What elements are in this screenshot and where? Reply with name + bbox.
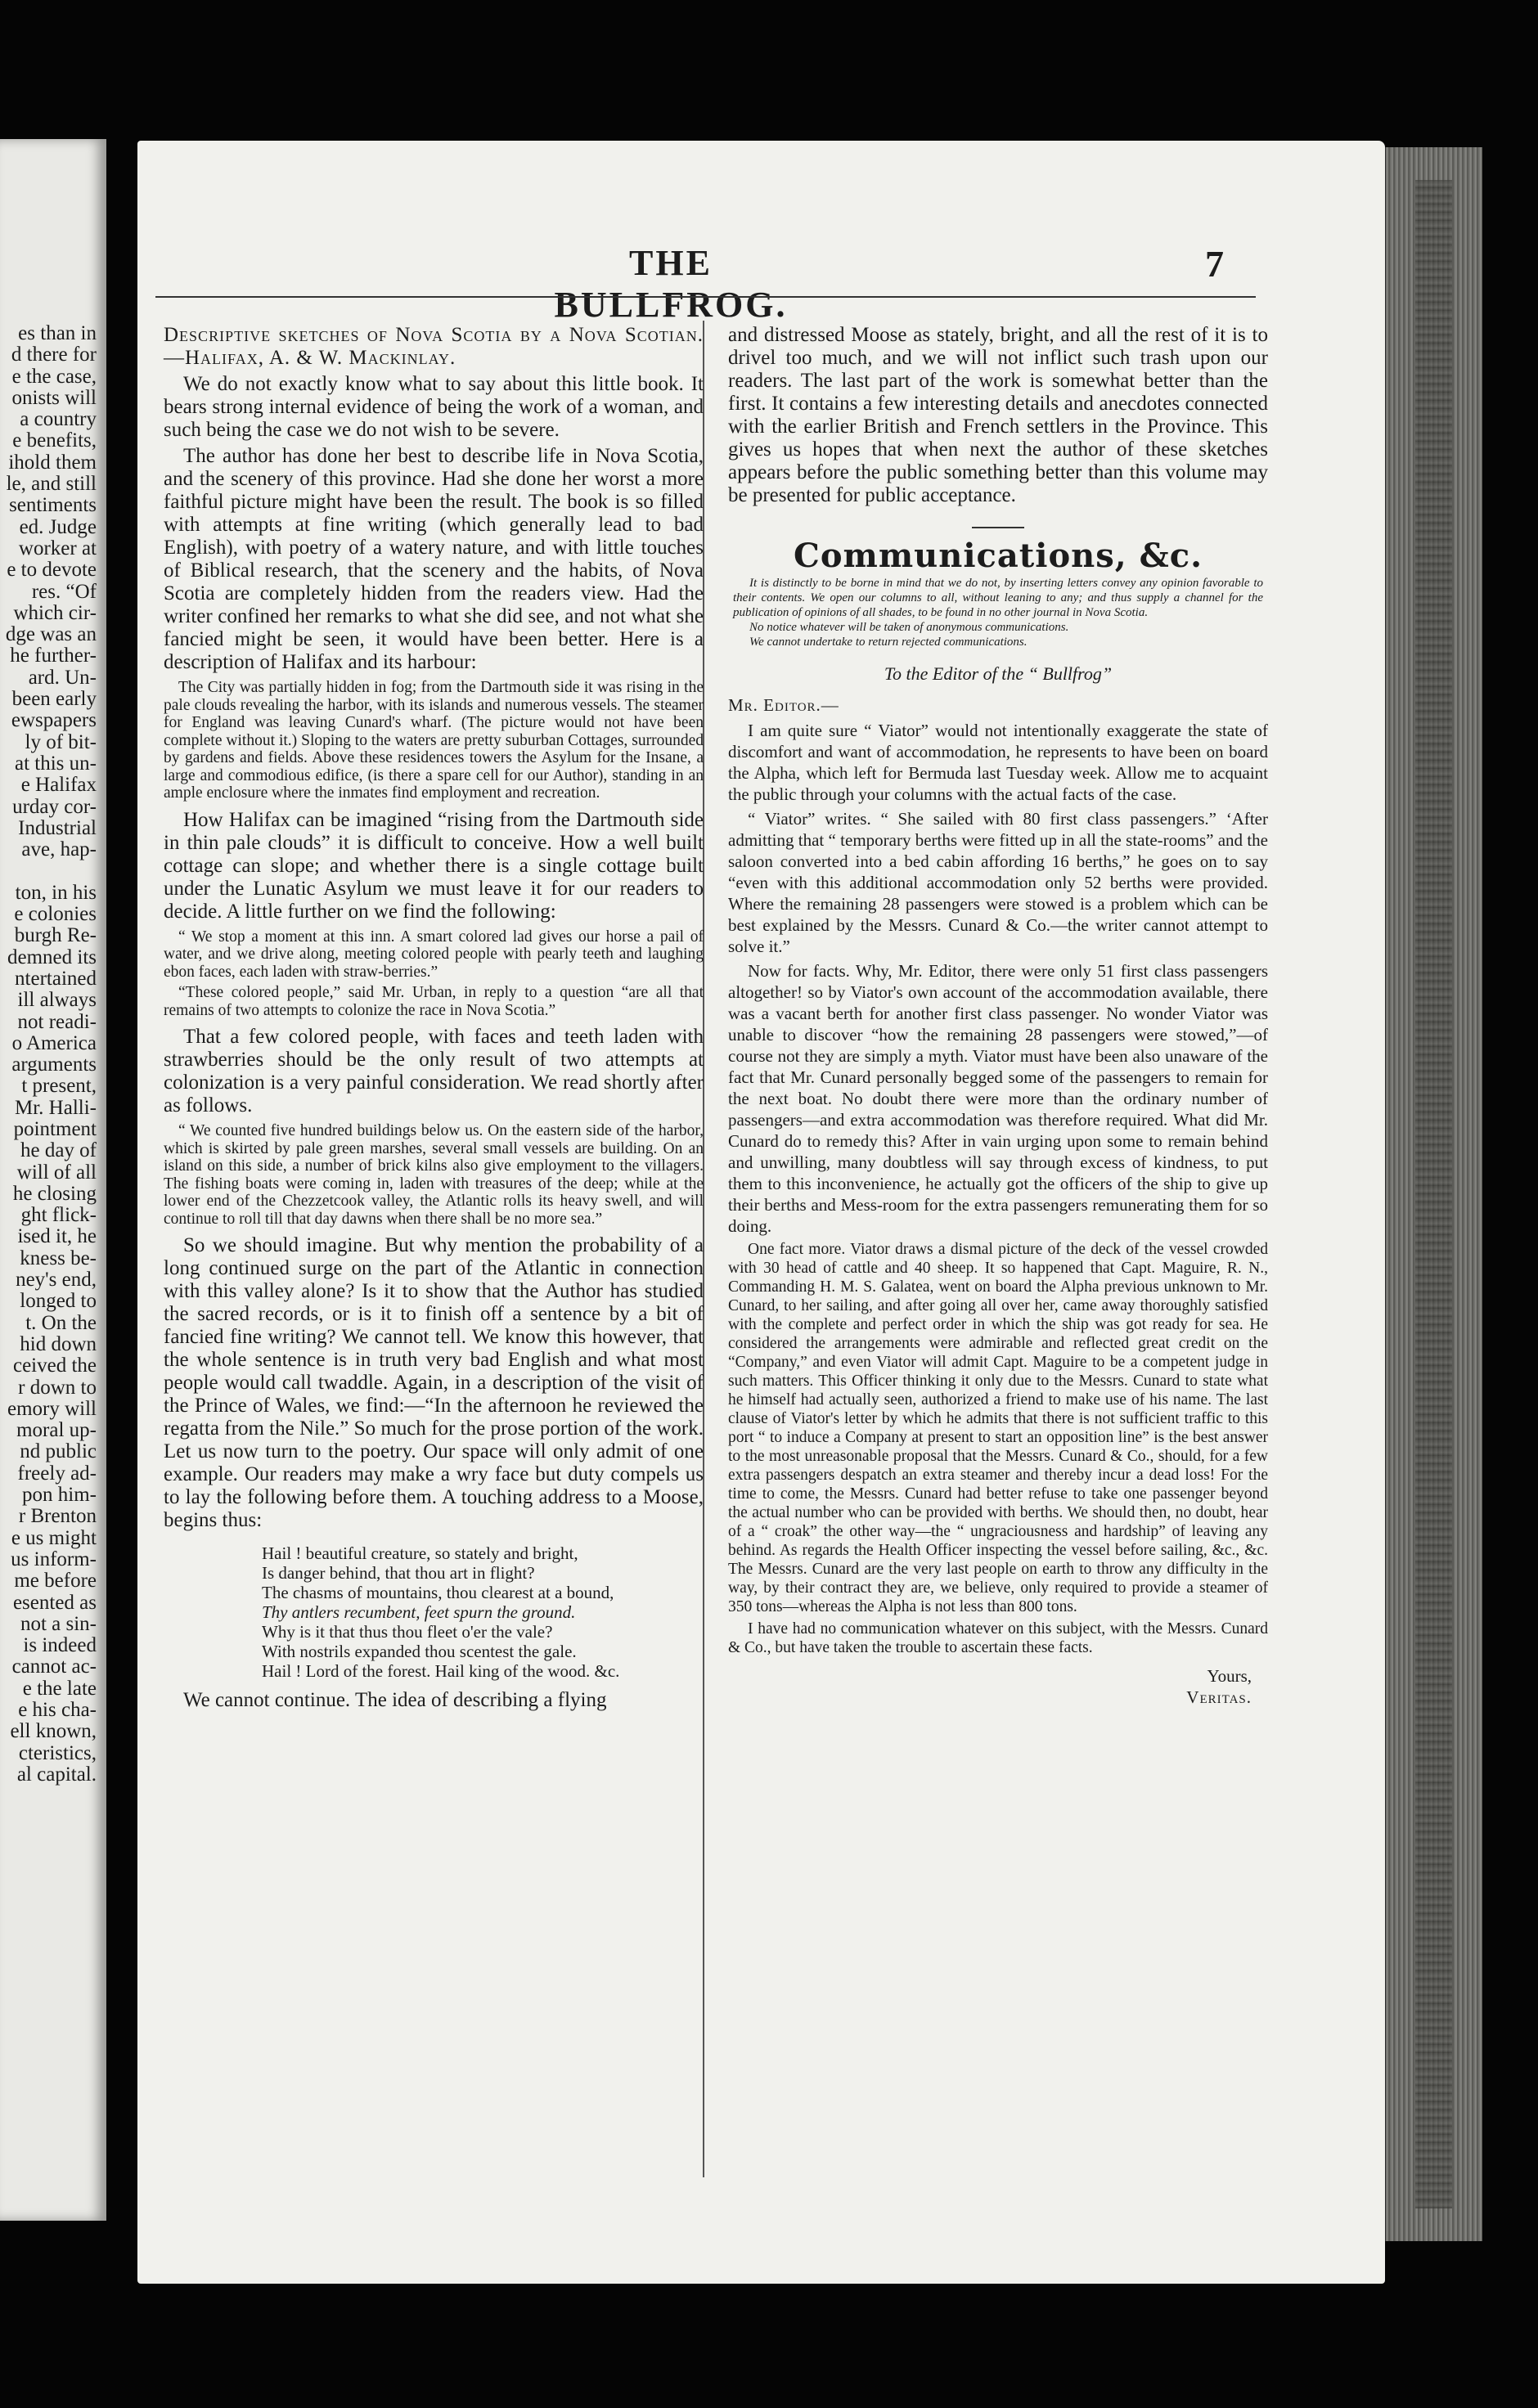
facing-page-line: is indeed [23,1635,97,1657]
facing-page-text [0,323,97,1786]
poem-line: Thy antlers recumbent, feet spurn the ground. [262,1602,576,1622]
running-head-title: THE BULLFROG. [554,243,788,325]
letter-signoff [728,1665,1268,1708]
facing-page-line: me before [14,1570,97,1593]
facing-page-line: t present, [21,1076,97,1098]
section-divider [972,527,1024,528]
review-continued-paragraph: and distressed Moose as stately, bright, and all the rest of it is to drivel too much, and we will not inflict such trash upon our readers. The last part of the work is somewhat better than the first. It contains a few interesting details and anecdotes connected with the earlier British and French settlers in the Province. This gives us hopes that when next the author of these sketches appears before the public something better than this volume may be presented for public acceptance. [728,324,1268,506]
page-number: 7 [1205,243,1224,285]
letter-body [728,720,1268,1657]
facing-page-line: ed. Judge [19,516,97,538]
facing-page-line: ney's end, [16,1269,97,1292]
facing-page-line: hid down [20,1333,97,1355]
facing-page-line: emory will [7,1398,97,1420]
facing-page-line: esented as [12,1592,97,1614]
letter-paragraph: Now for facts. Why, Mr. Editor, there were only 51 first class passengers altogether! so by Viator's own account of the accommodation available, there was a vacant berth for another first class passenger. No wonder Viator was unable to discover “how the remaining 28 passengers were stowed,”—of course not they are simply a myth. Viator must have been also unaware of the fact that Mr. Cunard personally begged some of the passengers to remain for the next boat. No doubt there were more than the ordinary number of passengers—and extra accommodation was therefore required. What did Mr. Cunard do to remedy this? After in vain urging upon some to remain behind and unwilling, many doubtless will say through excess of kindness, to put them to this inconvenience, he actually got the officers of the ship to give up their berths and Mess-room for the extra passengers remunerating them for so doing. [728,961,1268,1236]
facing-page-line: le, and still [6,474,97,496]
facing-page-line: e benefits, [12,430,97,452]
notice-line: No notice whatever will be taken of anonymous communications. [749,621,1069,634]
facing-page-line: e the late [22,1678,97,1700]
facing-page-line: r down to [18,1377,97,1399]
facing-page-line: ihold them [8,452,97,474]
facing-page-line: urday cor- [12,796,97,818]
facing-page-line: cteristics, [18,1742,97,1764]
facing-page-line: ght flick- [20,1205,97,1227]
letter-paragraph: I am quite sure “ Viator” would not intentionally exaggerate the state of discomfort and want of accommodation, he represents to have been on board the Alpha, which left for Bermuda last Tuesday week. Allow me to acquaint the public through your columns with the actual facts of the case. [728,721,1268,804]
facing-page-line: pointment [13,1118,97,1140]
facing-page-line: ave, hap- [21,839,97,861]
moose-poem [262,1543,704,1681]
poem-line: Why is it that thus thou fleet o'er the vale? [262,1622,553,1642]
facing-page-line: e the case, [11,366,97,388]
facing-page-line: Mr. Halli- [15,1097,97,1119]
quote-harbor-buildings [164,1122,704,1228]
poem-line: With nostrils expanded thou scentest the gale. [262,1642,577,1661]
left-column [164,324,704,1715]
review-paragraph-4: That a few colored people, with faces and teeth laden with strawberries should be the only result of two attempts at colonization is a very painful consideration. We read shortly after as follows. [164,1026,704,1116]
facing-page-line [0,860,97,882]
notice-line: We cannot undertake to return rejected communications. [749,636,1028,649]
facing-page-line: will of all [16,1161,97,1184]
facing-page-line: o America [11,1032,97,1054]
facing-page-line: e his cha- [18,1700,97,1721]
letter-paragraph: I have had no communication whatever on this subject, with the Messrs. Cunard & Co., but have taken the trouble to ascertain these facts. [728,1620,1268,1656]
facing-page-line: he further- [10,645,97,667]
letter-paragraph: One fact more. Viator draws a dismal picture of the deck of the vessel crowded with 30 head of cattle and 40 sheep. It so happened that Capt. Maguire, R. N., Commanding H. M. S. Galatea, went on board the Alpha previous unknown to Mr. Cunard, to her sailing, and after going all over her, came away thoroughly satisfied with the complete and perfect order in which the ship was got ready for sea. He considered the arrangements were admirable and reflected great credit on the “Company,” and even Viator will admit Capt. Maguire to be a competent judge in such matters. This Officer thinking it only due to the Messrs. Cunard to state what he himself had actually seen, authorized a friend to make use of his name. The last clause of Viator's letter by which he admits that there is not sufficient traffic to this port “ to induce a Company at present to start an opposition line” is the best answer to the most unreasonable proposal that the Messrs. Cunard & Co., should, for a few extra passengers despatch an extra steamer and thereby incur a dead loss! For the time to come, the Messrs. Cunard had better refuse to take one passenger beyond the actual number who can be provided with berths. We should then, no doubt, hear of a “ croak” the other way—the “ ungraciousness and hardship” of leaving any behind. As regards the Health Officer inspecting the vessel before sailing, &c., &c. The Messrs. Cunard are the very last people on earth to throw any difficulty in the way, by their contract they are, we believe, only required to provide a steamer of 350 tons—whereas the Alpha is not less than 800 tons. [728,1241,1268,1615]
facing-page-line: e us might [11,1527,97,1549]
quote-paragraph: “These colored people,” said Mr. Urban, in reply to a question “are all that remains of two attempts to colonize the race in Nova Scotia.” [164,984,704,1019]
facing-page-line: moral up- [16,1420,97,1442]
quote-paragraph: “ We stop a moment at this inn. A smart colored lad gives our horse a pail of water, and we drive along, meeting colored people with pearly teeth and laughing ebon faces, each laden with straw-berries.” [164,928,704,981]
facing-page-line: demned its [7,946,97,968]
review-paragraph-5: So we should imagine. But why mention the probability of a long continued surge on the part of the Atlantic in connection with this valley alone? Is it to show that the Author has studied the sacred records, or is it to finish off a sentence by a bit of fancied fine writing? We cannot tell. We know this however, that the whole sentence is in truth very bad English and what most people would call twaddle. Again, in a description of the visit of the Prince of Wales, we find:—“In the afternoon he reviewed the regatta from the Nile.” So much for the prose portion of the work. Let us now turn to the poetry. Our space will only admit of one example. Our readers may make a wry face but duty compels us to lay the following before them. A touching address to a Moose, begins thus: [164,1234,704,1531]
right-column [728,324,1268,1708]
facing-page-line: he closing [12,1183,97,1205]
review-paragraph-3: How Halifax can be imagined “rising from the Dartmouth side in thin pale clouds” it is difficult to conceive. How a well built cottage can slope; and whether there is a single cottage built under the Lunatic Asylum we must leave it for our readers to decide. A little further on we find the following: [164,808,704,923]
facing-page-line: ceived the [12,1355,97,1377]
facing-page-line: onists will [11,387,97,409]
facing-page-line: worker at [18,537,97,559]
review-heading: Descriptive sketches of Nova Scotia by a Nova Scotian.—Halifax, A. & W. Mackinlay. [164,324,704,369]
facing-page-line: which cir- [13,602,97,624]
facing-page-line: not readi- [17,1011,97,1033]
letter-closing: Yours, [1207,1666,1252,1686]
letter-salutation: Mr. Editor.— [728,695,839,715]
facing-page-line: pon him- [22,1485,97,1507]
facing-page-line: e colonies [14,904,97,926]
facing-page-line: ard. Un- [28,667,97,689]
header-rule [155,296,1256,298]
facing-page-line: ly of bit- [25,731,97,753]
letter-signature: Veritas. [1186,1687,1252,1707]
facing-page-line: d there for [11,344,97,366]
facing-page-line: us inform- [11,1548,97,1570]
facing-page-line: al capital. [16,1763,97,1786]
quote-colored-people [164,928,704,1020]
quote-paragraph: “ We counted five hundred buildings below us. On the eastern side of the harbor, which is skirted by pale green marshes, several small vessels are building. On an island on this side, a number of brick kilns also give employment to the villagers. The fishing boats were coming in, laden with treasures of the deep; while at the lower end of the Chezzetcook valley, the Atlantic rolls its heavy swell, and will continue to roll till that day dawns when there shall be no more sea.” [164,1122,704,1228]
quote-paragraph: The City was partially hidden in fog; from the Dartmouth side it was rising in the pale clouds revealing the harbor, with its islands and numerous vessels. The steamer for England was leaving Cunard's wharf. (The picture would not have been complete without it.) Sloping to the waters are pretty suburban Cottages, surrounded by gardens and fields. Above these residences towers the Asylum for the Insane, a large and commodious edifice, (is there a spare cell for our Author), standing in an ample enclosure where the inmates find employment and recreation. [164,679,704,802]
facing-page-line: kness be- [20,1247,97,1269]
book-binding-shadow [1415,180,1452,2208]
letter-address: To the Editor of the “ Bullfrog” [884,663,1113,684]
facing-page-line: dge was an [5,624,97,646]
facing-page-line: longed to [20,1291,97,1313]
facing-page-fragment [0,139,106,2221]
facing-page-line: freely ad- [17,1462,97,1485]
communications-heading: Communications, &c. [794,537,1203,575]
facing-page-line: burgh Re- [14,925,97,947]
letter-paragraph: “ Viator” writes. “ She sailed with 80 first class passengers.” ‘After admitting that “ temporary berths were fitted up in all the state-rooms” and the saloon converted into a bed cabin affording 16 berths,” he goes on to say “even with this additional accommodation only 52 berths were provided. Where the remaining 28 passengers were stowed is a problem which can be best explained by the Messrs. Cunard & Co.—the writer cannot attempt to solve it.” [728,809,1268,956]
facing-page-line: ntertained [15,968,97,990]
poem-line: The chasms of mountains, thou clearest at a bound, [262,1583,614,1602]
facing-page-line: nd public [20,1441,97,1463]
facing-page-line: not a sin- [20,1613,97,1635]
editorial-notice [733,576,1263,649]
facing-page-line: es than in [18,323,97,344]
facing-page-line: ewspapers [11,710,97,732]
poem-line: Hail ! beautiful creature, so stately and bright, [262,1543,578,1563]
facing-page-line: res. “Of [31,581,97,603]
facing-page-line: t. On the [25,1312,97,1334]
notice-line: It is distinctly to be borne in mind that we do not, by inserting letters convey any opinion favorable to their contents. We open our columns to all, without leaning to any; and thus supply a channel for the publication of opinions of all shades, to be found in no other journal in Nova Scotia. [733,577,1263,619]
facing-page-line: ell known, [10,1721,97,1743]
facing-page-line: ised it, he [17,1226,97,1248]
facing-page-line: ton, in his [15,882,97,904]
facing-page-line: a country [20,409,97,431]
facing-page-line: e to devote [7,559,97,582]
facing-page-line: sentiments [9,495,97,517]
facing-page-line: at this un- [15,752,97,775]
facing-page-line: arguments [11,1054,97,1076]
facing-page-line: e Halifax [20,775,97,797]
facing-page-line: Industrial [18,817,97,839]
facing-page-line: been early [11,689,97,711]
review-paragraph-1: We do not exactly know what to say about this little book. It bears strong internal evidence of being the work of a woman, and such being the case we do not wish to be severe. [164,373,704,441]
facing-page-line: ill always [17,990,97,1012]
review-paragraph-2: The author has done her best to describe life in Nova Scotia, and the scenery of this province. Had she done her worst a more faithful picture might have been the result. The book is so filled with attempts at fine writing (which generally lead to bad English), with poetry of a watery nature, and with little touches of Biblical research, that the scenery and the habits, of Nova Scotia are completely hidden from the readers view. Had the writer confined her remarks to what she did see, and not what she fancied might be seen, it would have been better. Here is a description of Halifax and its harbour: [164,445,704,673]
facing-page-line: r Brenton [18,1506,97,1528]
poem-line: Is danger behind, that thou art in flight? [262,1563,535,1583]
facing-page-line: he day of [20,1140,97,1162]
facing-page-line: cannot ac- [11,1656,97,1678]
poem-line: Hail ! Lord of the forest. Hail king of the wood. &c. [262,1661,620,1681]
quote-halifax-description [164,679,704,802]
review-paragraph-6: We cannot continue. The idea of describing a flying [183,1689,607,1711]
